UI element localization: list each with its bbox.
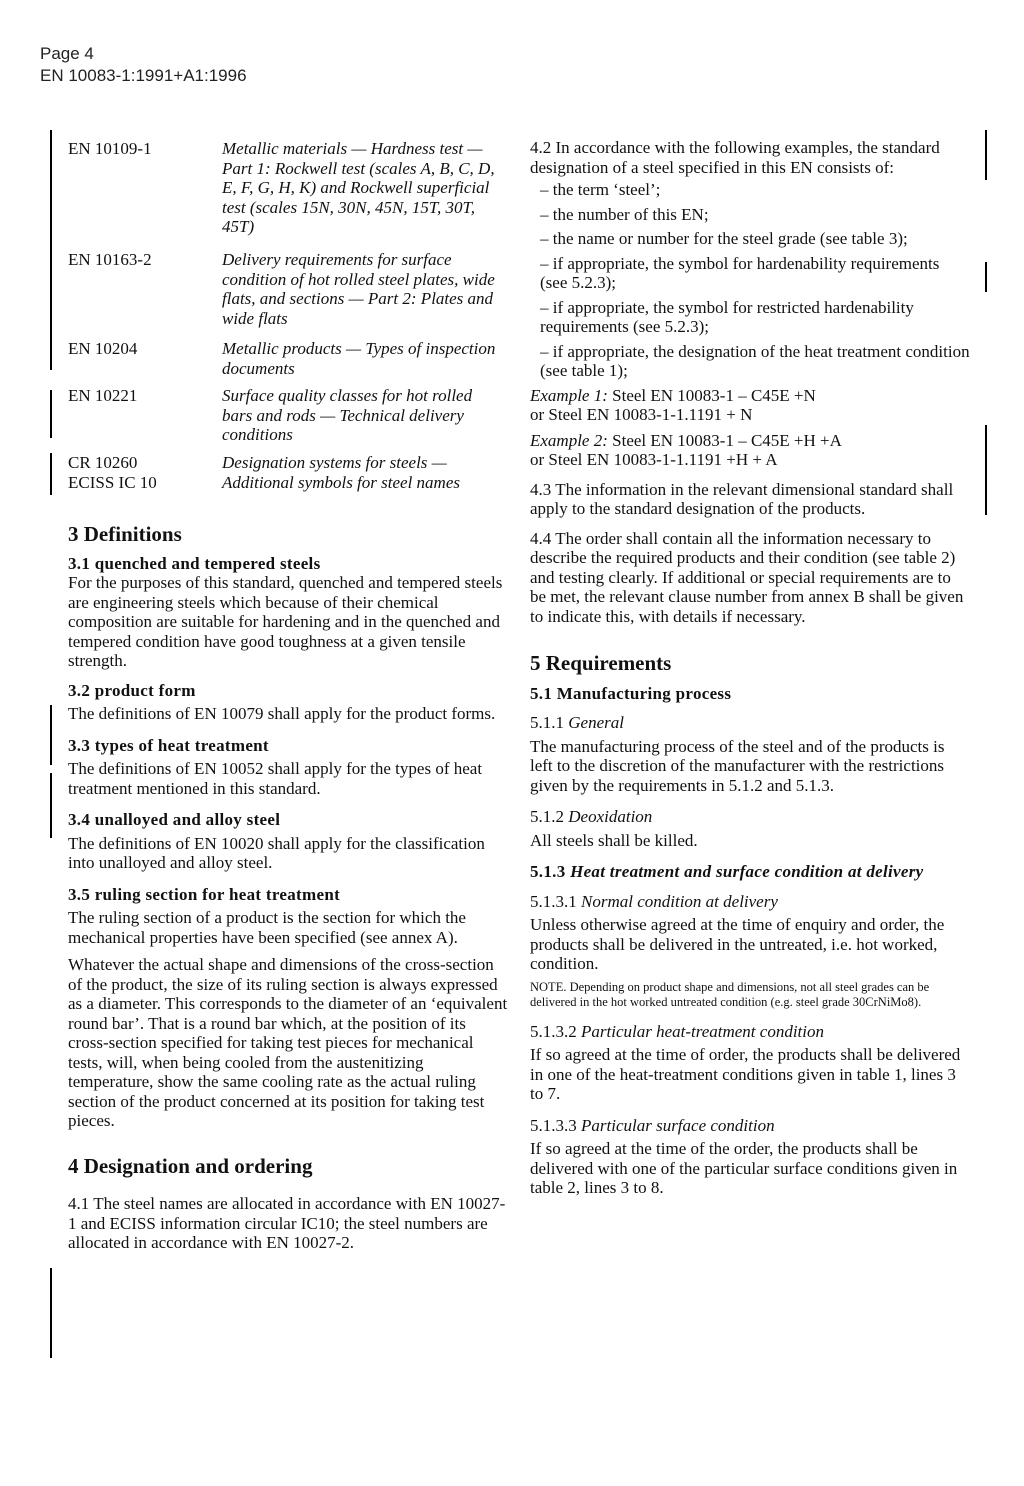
change-bar xyxy=(50,705,52,765)
paragraph: If so agreed at the time of order, the products shall be delivered in one of the heat-treatment conditions given in table 1, lines 3 to 7. xyxy=(530,1045,961,1103)
list-item: – if appropriate, the symbol for hardenability requirements (see 5.2.3); xyxy=(540,253,940,292)
reference-code-line: CR 10260 xyxy=(68,453,138,472)
paragraph: The definitions of EN 10079 shall apply for the product forms. xyxy=(68,704,496,723)
reference-code xyxy=(68,453,218,492)
example-label: Example 1: xyxy=(530,385,608,405)
paragraph: Whatever the actual shape and dimensions of the cross-section of the product, the size of its ruling section is always expressed as a diameter. This corresponds to the diameter of an ‘equivalent round bar’. That is a round bar which, at the position of its cross-section specified for taking test pieces for mechanical tests, will, when being cooled from the austenitizing temperature, show the same cooling rate as the actual ruling section of the product concerned at its position for taking test pieces. xyxy=(68,955,508,1130)
reference-title: Designation systems for steels — Additional symbols for steel names xyxy=(222,453,460,492)
reference-code: EN 10163-2 xyxy=(68,250,152,269)
clause-number: 5.1.1 xyxy=(530,713,564,732)
example-text: Steel EN 10083-1 – C45E +N xyxy=(612,385,816,405)
subsection-title xyxy=(530,1116,970,1136)
section-heading: 5 Requirements xyxy=(530,651,672,675)
reference-code: EN 10109-1 xyxy=(68,139,152,158)
reference-title: Metallic products — Types of inspection documents xyxy=(222,339,496,378)
clause-title: Particular heat-treatment condition xyxy=(581,1021,824,1041)
change-bar xyxy=(985,262,987,292)
reference-title: Delivery requirements for surface condition of hot rolled steel plates, wide flats, and sections — Part 2: Plates and wide flats xyxy=(222,250,495,328)
example-line xyxy=(530,386,970,406)
paragraph: For the purposes of this standard, quenched and tempered steels are engineering steels which because of their chemical composition are suitable for hardening and in the quenched and tempered condition have good toughness at a given tensile strength. xyxy=(68,573,503,670)
designation-list xyxy=(530,180,970,381)
reference-title: Surface quality classes for hot rolled bars and rods — Technical delivery conditions xyxy=(222,386,473,444)
paragraph: 4.1 The steel names are allocated in accordance with EN 10027-1 and ECISS information circular IC10; the steel numbers are allocated in accordance with EN 10027-2. xyxy=(68,1194,506,1252)
section-heading: 4 Designation and ordering xyxy=(68,1153,313,1178)
subsection-title xyxy=(530,807,970,827)
list-item: – if appropriate, the symbol for restricted hardenability requirements (see 5.2.3); xyxy=(540,297,914,336)
clause-number: 5.1.3 xyxy=(530,862,566,881)
example-line: or Steel EN 10083-1-1.1191 +H + A xyxy=(530,450,778,469)
list-item: – the name or number for the steel grade (see table 3); xyxy=(540,229,908,248)
paragraph: Unless otherwise agreed at the time of enquiry and order, the products shall be delivered in the untreated, i.e. hot worked, condition. xyxy=(530,915,945,973)
paragraph: The manufacturing process of the steel and of the products is left to the discretion of the manufacturer with the restrictions given by the requirements in 5.1.2 and 5.1.3. xyxy=(530,736,945,795)
paragraph: If so agreed at the time of the order, the products shall be delivered with one of the particular surface conditions given in table 2, lines 3 to 8. xyxy=(530,1139,958,1197)
paragraph: The ruling section of a product is the section for which the mechanical properties have been specified (see annex A). xyxy=(68,908,466,947)
clause-title: Normal condition at delivery xyxy=(581,891,778,911)
reference-code-line: ECISS IC 10 xyxy=(68,472,157,492)
example-line: or Steel EN 10083-1-1.1191 + N xyxy=(530,405,753,424)
standard-id: EN 10083-1:1991+A1:1996 xyxy=(40,66,247,85)
list-item: – if appropriate, the designation of the heat treatment condition (see table 1); xyxy=(540,341,970,380)
clause-number: 5.1.2 xyxy=(530,807,564,826)
paragraph: All steels shall be killed. xyxy=(530,830,698,850)
subsection-title xyxy=(530,1022,970,1042)
list-item: – the number of this EN; xyxy=(540,204,709,224)
example-text: Steel EN 10083-1 – C45E +H +A xyxy=(612,430,842,450)
clause-title: Particular surface condition xyxy=(581,1115,775,1135)
left-column xyxy=(68,522,508,1253)
paragraph: The definitions of EN 10020 shall apply for the classification into unalloyed and alloy steel. xyxy=(68,833,485,872)
change-bar xyxy=(50,1268,52,1358)
reference-code: EN 10204 xyxy=(68,339,138,358)
clause-number: 5.1.3.3 xyxy=(530,1115,577,1135)
subsection-title: 3.3 types of heat treatment xyxy=(68,735,269,755)
normative-references xyxy=(0,0,520,520)
clause-title: General xyxy=(568,713,624,732)
reference-code: EN 10221 xyxy=(68,386,138,405)
note: NOTE. Depending on product shape and dimensions, not all steel grades can be delivered in the hot worked untreated condition (e.g. steel grade 30CrNiMo8). xyxy=(530,979,930,1009)
example-line xyxy=(530,431,970,451)
paragraph: 4.2 In accordance with the following examples, the standard designation of a steel specified in this EN consists of: xyxy=(530,138,940,177)
subsection-title: 3.5 ruling section for heat treatment xyxy=(68,884,341,904)
example-label: Example 2: xyxy=(530,430,608,450)
section-heading: 3 Definitions xyxy=(68,522,182,546)
page-number: Page 4 xyxy=(40,44,94,63)
clause-number: 5.1.3.1 xyxy=(530,891,577,911)
list-item: – the term ‘steel’; xyxy=(540,180,661,199)
clause-title: Deoxidation xyxy=(568,807,653,826)
paragraph: 4.4 The order shall contain all the information necessary to describe the required products and their condition (see table 2) and testing clearly. If additional or special requirements are to be met, the relevant clause number from annex B shall be given to indicate this, with details if necessary. xyxy=(530,528,964,626)
subsection-title xyxy=(530,713,970,733)
subsection-title xyxy=(530,892,970,912)
reference-title: Metallic materials — Hardness test — Part 1: Rockwell test (scales A, B, C, D, E, F, G, H, K) and Rockwell superficial test (scales 15N, 30N, 45N, 15T, 30T, 45T) xyxy=(222,139,495,236)
right-column xyxy=(530,138,970,1198)
paragraph: The definitions of EN 10052 shall apply for the types of heat treatment mentioned in this standard. xyxy=(68,759,483,798)
subsection-title xyxy=(530,862,970,882)
subsection-title: 3.1 quenched and tempered steels xyxy=(68,553,321,573)
paragraph: 4.3 The information in the relevant dimensional standard shall apply to the standard designation of the products. xyxy=(530,479,954,518)
subsection-title: 3.4 unalloyed and alloy steel xyxy=(68,810,281,829)
subsection-title: 5.1 Manufacturing process xyxy=(530,683,732,703)
subsection-title: 3.2 product form xyxy=(68,680,196,700)
change-bar xyxy=(985,130,987,180)
change-bar xyxy=(985,425,987,515)
clause-title: Heat treatment and surface condition at delivery xyxy=(570,862,924,881)
change-bar xyxy=(50,773,52,838)
clause-number: 5.1.3.2 xyxy=(530,1021,577,1041)
